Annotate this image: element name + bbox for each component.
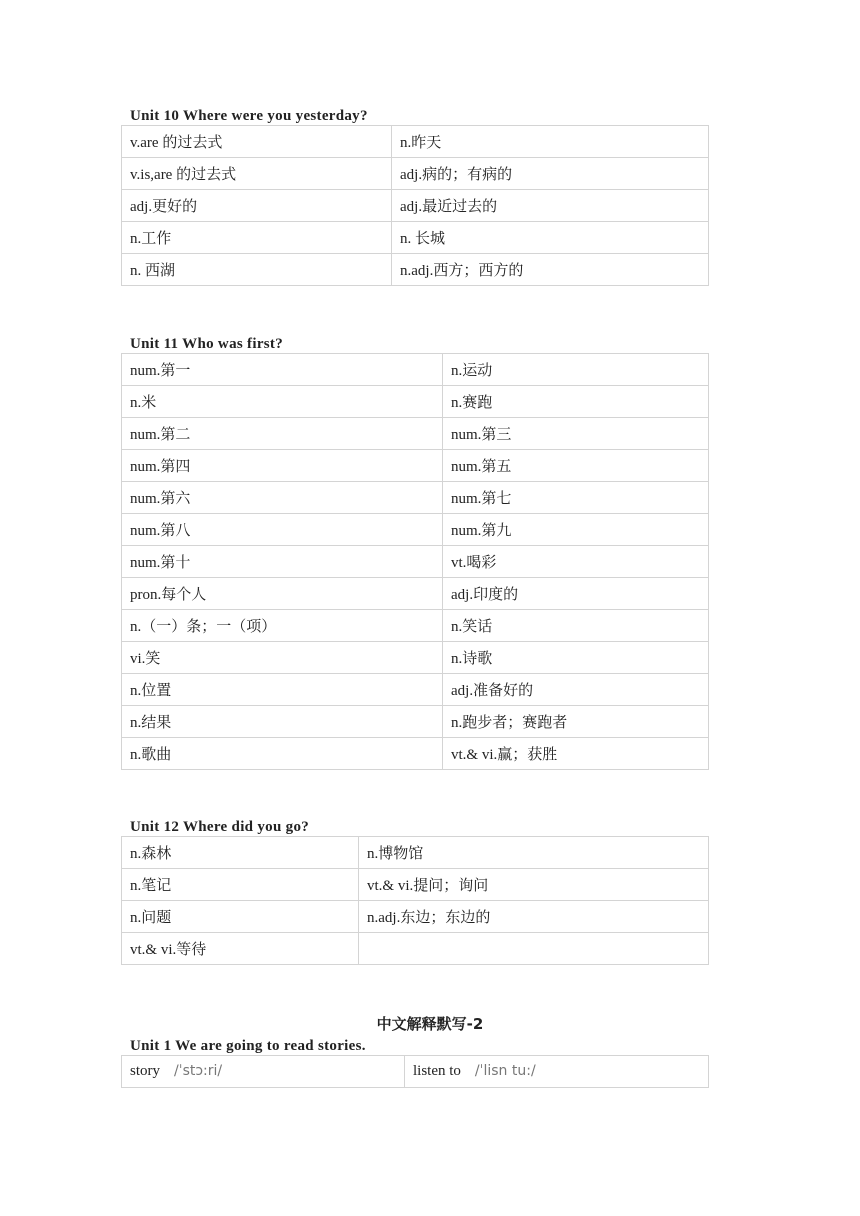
vocab-cell: n.笑话: [443, 610, 709, 642]
vocab-cell: n.adj.东边；东边的: [359, 901, 709, 933]
vocab-cell: vt.& vi.等待: [122, 933, 359, 965]
vocab-cell: n.运动: [443, 354, 709, 386]
vocab-cell: num.第六: [122, 482, 443, 514]
table-row: [122, 642, 709, 674]
unit1-table: [121, 1055, 709, 1088]
vocab-word: story: [130, 1063, 160, 1079]
vocab-cell: num.第八: [122, 514, 443, 546]
table-row: [122, 738, 709, 770]
table-row: [122, 706, 709, 738]
vocab-cell: n.跑步者；赛跑者: [443, 706, 709, 738]
vocab-cell: num.第七: [443, 482, 709, 514]
vocab-cell: num.第十: [122, 546, 443, 578]
vocab-cell: n.昨天: [392, 126, 709, 158]
unit10-table: [121, 125, 709, 286]
table-row: [122, 158, 709, 190]
table-row: [122, 126, 709, 158]
vocab-word: listen to: [413, 1063, 461, 1079]
vocab-cell: adj.更好的: [122, 190, 392, 222]
unit12-table: [121, 836, 709, 965]
vocab-cell: adj.病的；有病的: [392, 158, 709, 190]
vocab-cell: n.森林: [122, 837, 359, 869]
vocab-cell: num.第九: [443, 514, 709, 546]
table-row: [122, 578, 709, 610]
vocab-cell: n.笔记: [122, 869, 359, 901]
table-row: [122, 450, 709, 482]
unit11-table: [121, 353, 709, 770]
table-row: [122, 837, 709, 869]
table-row: [122, 482, 709, 514]
vocab-cell: n.米: [122, 386, 443, 418]
vocab-cell: n.结果: [122, 706, 443, 738]
unit1-section: [121, 1037, 708, 1088]
vocab-cell: num.第五: [443, 450, 709, 482]
vocab-cell: [405, 1056, 709, 1088]
vocab-cell: n.问题: [122, 901, 359, 933]
table-row: [122, 869, 709, 901]
section-heading: 中文解释默写-2: [376, 1015, 484, 1033]
vocab-cell: [359, 933, 709, 965]
unit10-section: [121, 107, 708, 286]
table-row: [122, 254, 709, 286]
vocab-cell: n. 长城: [392, 222, 709, 254]
unit11-section: [121, 335, 708, 770]
table-row: [122, 354, 709, 386]
vocab-cell: num.第四: [122, 450, 443, 482]
unit11-title: Unit 11 Who was first?: [130, 336, 284, 352]
vocab-cell: pron.每个人: [122, 578, 443, 610]
vocab-cell: num.第二: [122, 418, 443, 450]
table-row: [122, 610, 709, 642]
unit10-title: Unit 10 Where were you yesterday?: [130, 108, 368, 124]
vocab-cell: [122, 1056, 405, 1088]
vocab-cell: adj.准备好的: [443, 674, 709, 706]
table-row: [122, 546, 709, 578]
table-row: [122, 901, 709, 933]
unit12-title: Unit 12 Where did you go?: [130, 819, 310, 835]
vocab-ipa: /ˈlisn tu:/: [474, 1063, 536, 1079]
table-row: [122, 418, 709, 450]
table-row: [122, 933, 709, 965]
unit1-title: Unit 1 We are going to read stories.: [130, 1038, 366, 1054]
table-row: [122, 1056, 709, 1088]
vocab-ipa: /ˈstɔ:ri/: [174, 1063, 223, 1079]
table-row: [122, 386, 709, 418]
vocab-cell: n.歌曲: [122, 738, 443, 770]
vocab-cell: vt.& vi.提问；询问: [359, 869, 709, 901]
vocab-cell: v.is,are 的过去式: [122, 158, 392, 190]
unit12-section: [121, 818, 708, 965]
vocab-cell: v.are 的过去式: [122, 126, 392, 158]
vocab-cell: adj.印度的: [443, 578, 709, 610]
vocab-cell: n.adj.西方；西方的: [392, 254, 709, 286]
vocab-cell: n.工作: [122, 222, 392, 254]
vocab-cell: adj.最近过去的: [392, 190, 709, 222]
vocab-cell: n. 西湖: [122, 254, 392, 286]
vocab-cell: n.（一）条；一（项）: [122, 610, 443, 642]
vocab-cell: n.位置: [122, 674, 443, 706]
table-row: [122, 674, 709, 706]
vocab-cell: n.博物馆: [359, 837, 709, 869]
vocab-cell: vt.& vi.赢；获胜: [443, 738, 709, 770]
vocab-cell: vi.笑: [122, 642, 443, 674]
vocab-cell: num.第一: [122, 354, 443, 386]
vocab-cell: n.赛跑: [443, 386, 709, 418]
table-row: [122, 222, 709, 254]
vocab-cell: n.诗歌: [443, 642, 709, 674]
table-row: [122, 514, 709, 546]
table-row: [122, 190, 709, 222]
vocab-cell: num.第三: [443, 418, 709, 450]
vocab-cell: vt.喝彩: [443, 546, 709, 578]
